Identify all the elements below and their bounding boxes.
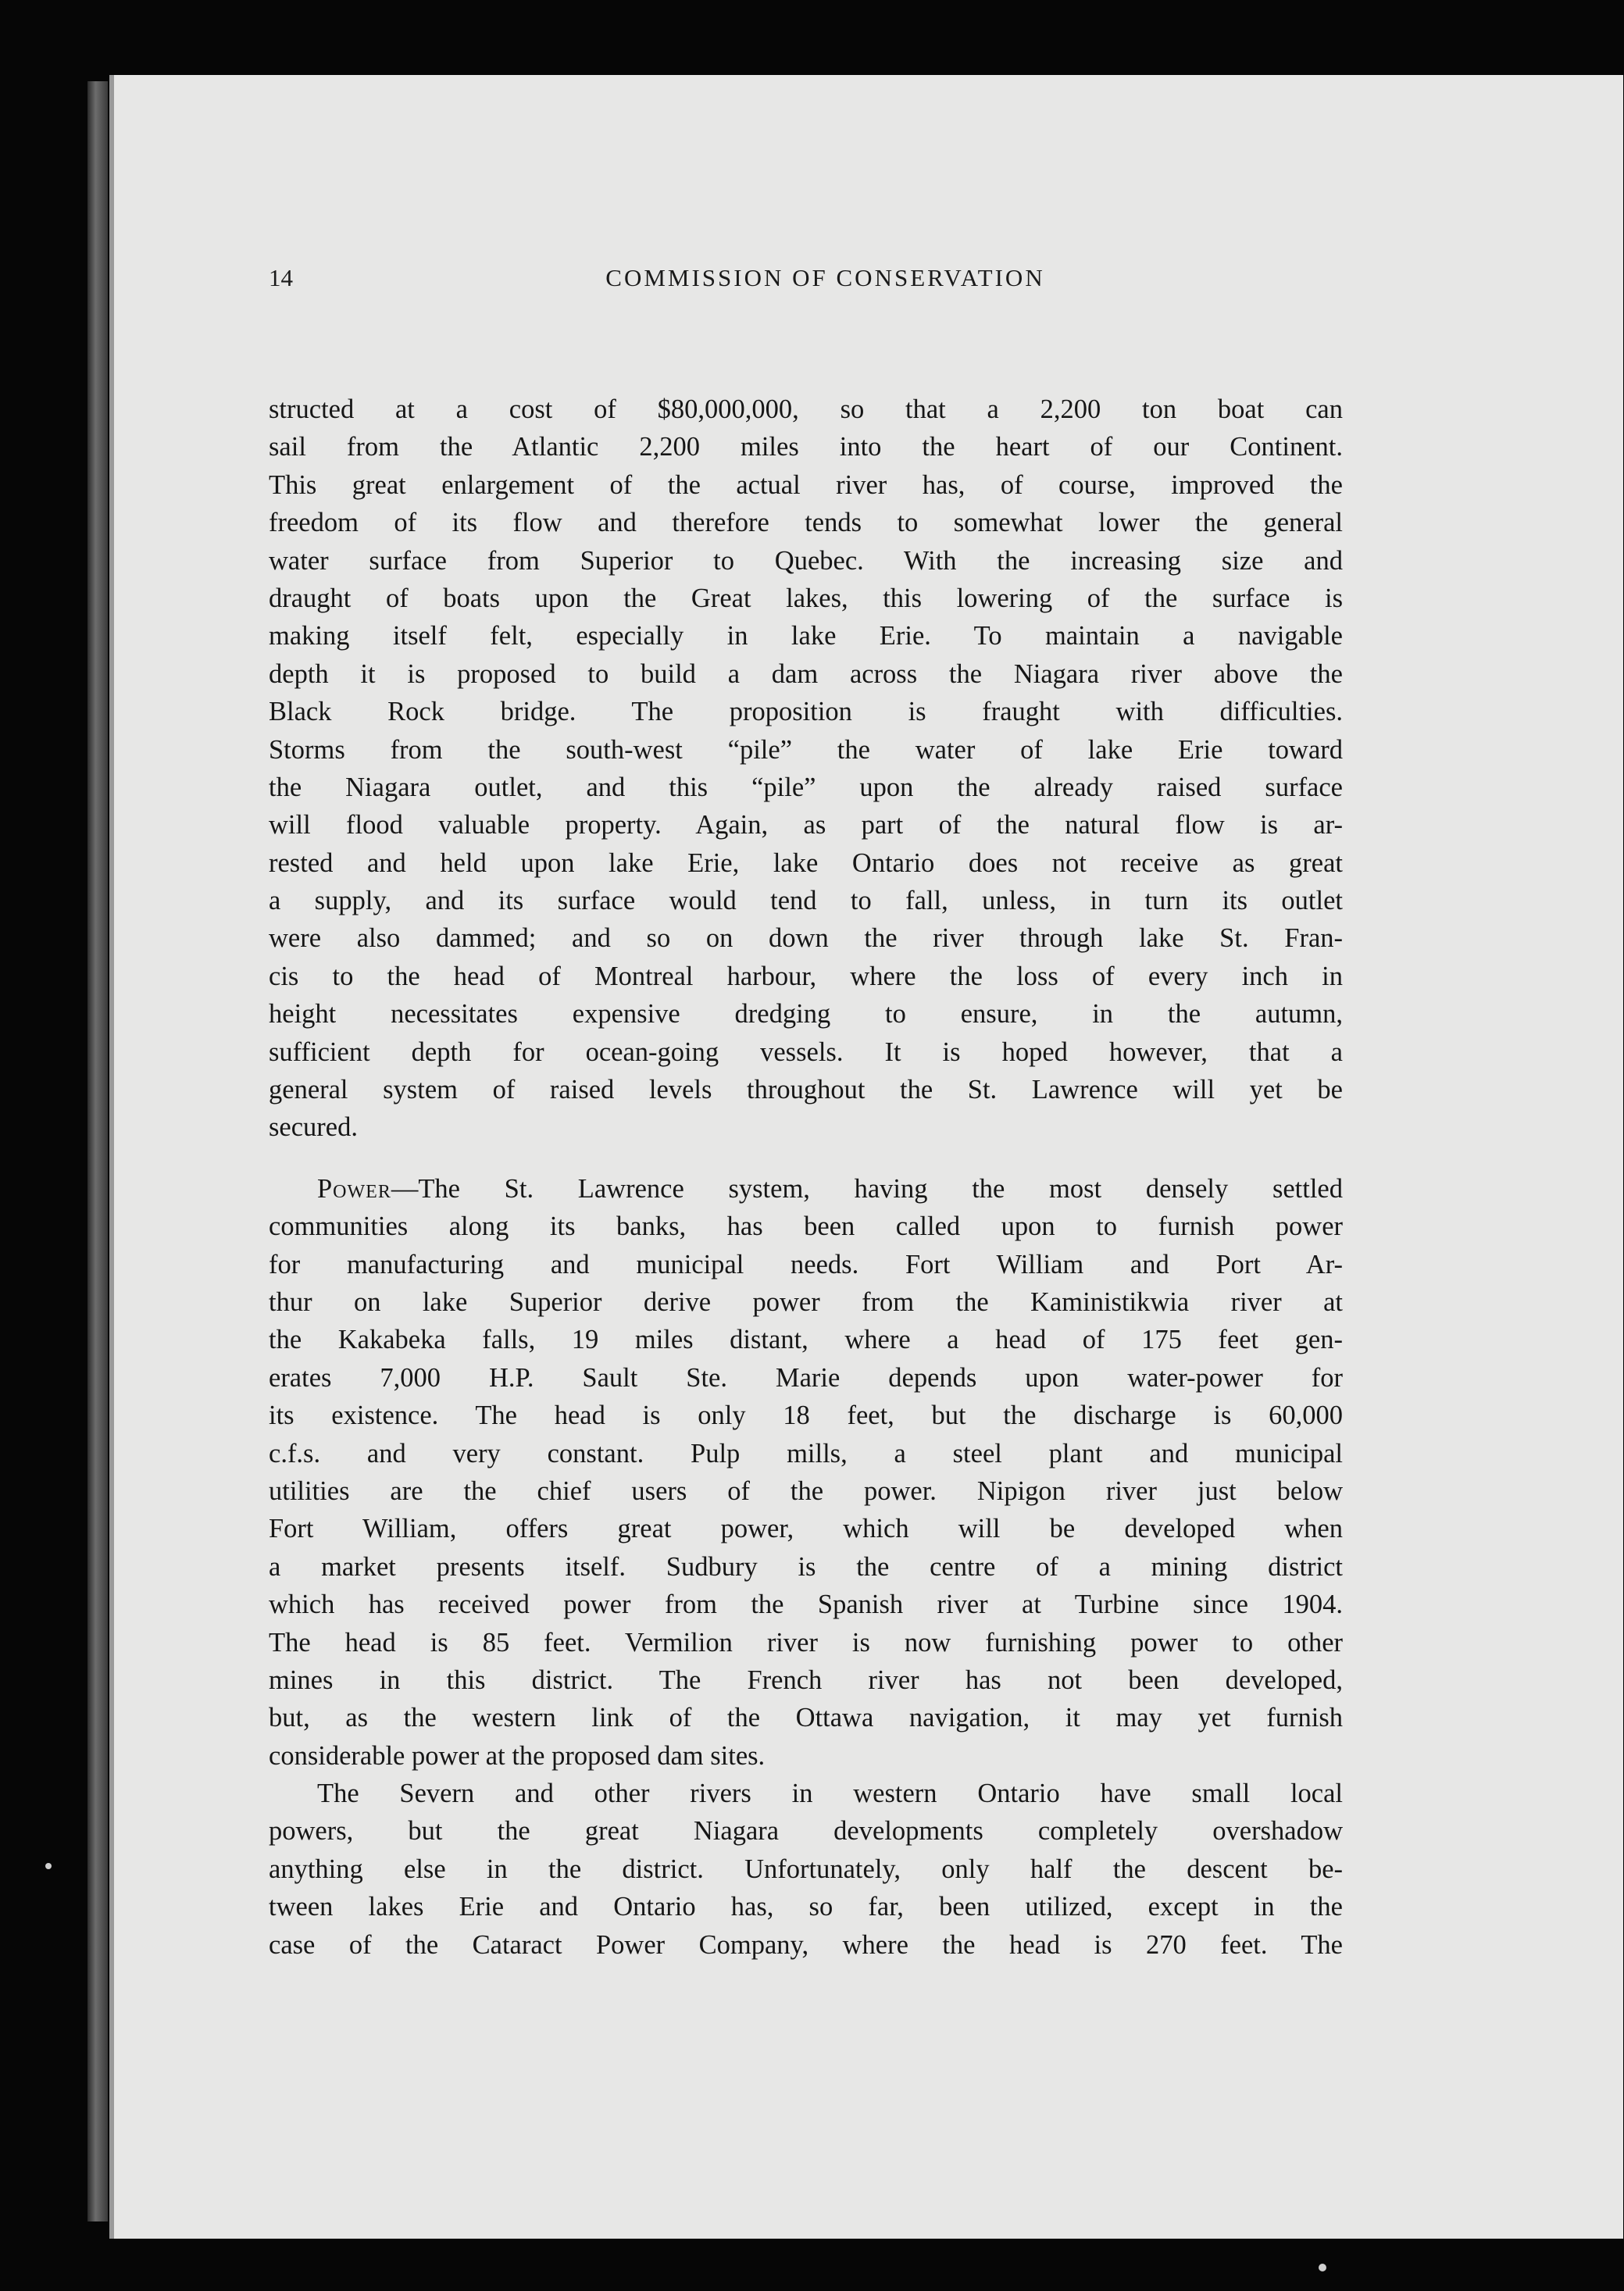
text-line: mines in this district. The French river has not been developed, bbox=[269, 1665, 1343, 1695]
text-line: will flood valuable property. Again, as part of the natural flow is ar- bbox=[269, 810, 1343, 840]
text-line: water surface from Superior to Quebec. With the increasing size and bbox=[269, 545, 1343, 576]
text-line: utilities are the chief users of the power. Nipigon river just below bbox=[269, 1476, 1343, 1506]
text-line: were also dammed; and so on down the river through lake St. Fran- bbox=[269, 923, 1343, 954]
page-number: 14 bbox=[269, 264, 293, 291]
text-line: structed at a cost of $80,000,000, so that a 2,200 ton boat can bbox=[269, 394, 1343, 424]
text-line: Black Rock bridge. The proposition is fraught with difficulties. bbox=[269, 697, 1343, 727]
scan-speck bbox=[45, 1863, 52, 1869]
text-line: secured. bbox=[269, 1112, 358, 1143]
body-text bbox=[269, 391, 1343, 1964]
paragraph-continuation bbox=[269, 391, 1343, 1147]
text-line: cis to the head of Montreal harbour, where the loss of every inch in bbox=[269, 961, 1343, 991]
text-line: rested and held upon lake Erie, lake Ontario does not receive as great bbox=[269, 848, 1343, 878]
text-line: freedom of its flow and therefore tends to somewhat lower the general bbox=[269, 508, 1343, 538]
text-line: for manufacturing and municipal needs. Fort William and Port Ar- bbox=[269, 1249, 1343, 1279]
text-line: This great enlargement of the actual river has, of course, improved the bbox=[269, 469, 1343, 500]
text-line: powers, but the great Niagara developments completely overshadow bbox=[269, 1816, 1343, 1847]
paragraph-severn bbox=[269, 1775, 1343, 1964]
text-line: case of the Cataract Power Company, where the head is 270 feet. The bbox=[269, 1929, 1343, 1960]
text-line: Storms from the south-west “pile” the water of lake Erie toward bbox=[269, 734, 1343, 765]
text-line: Fort William, offers great power, which will be developed when bbox=[269, 1514, 1343, 1544]
text-line: general system of raised levels throughout the St. Lawrence will yet be bbox=[269, 1075, 1343, 1105]
text-line: c.f.s. and very constant. Pulp mills, a steel plant and municipal bbox=[269, 1438, 1343, 1468]
text-line: its existence. The head is only 18 feet, but the discharge is 60,000 bbox=[269, 1401, 1343, 1431]
text-line: tween lakes Erie and Ontario has, so far, been utilized, except in the bbox=[269, 1892, 1343, 1922]
text-run: —The St. Lawrence system, having the most densely settled bbox=[391, 1173, 1343, 1204]
text-line: depth it is proposed to build a dam across the Niagara river above the bbox=[269, 658, 1343, 689]
text-line: sufficient depth for ocean-going vessels. It is hoped however, that a bbox=[269, 1037, 1343, 1067]
text-line: anything else in the district. Unfortunately, only half the descent be- bbox=[269, 1854, 1343, 1884]
text-line: height necessitates expensive dredging to ensure, in the autumn, bbox=[269, 999, 1343, 1030]
paragraph-power bbox=[269, 1170, 1343, 1775]
text-line: the Kakabeka falls, 19 miles distant, where a head of 175 feet gen- bbox=[269, 1325, 1343, 1355]
scan-speck bbox=[1319, 2264, 1326, 2271]
text-line: draught of boats upon the Great lakes, this lowering of the surface is bbox=[269, 583, 1343, 613]
text-line: communities along its banks, has been called upon to furnish power bbox=[269, 1212, 1343, 1242]
text-line: the Niagara outlet, and this “pile” upon the already raised surface bbox=[269, 772, 1343, 802]
text-line: The head is 85 feet. Vermilion river is now furnishing power to other bbox=[269, 1627, 1343, 1658]
text-line: a supply, and its surface would tend to fall, unless, in turn its outlet bbox=[269, 886, 1343, 916]
text-line: The Severn and other rivers in western Ontario have small local bbox=[317, 1779, 1343, 1809]
text-line: erates 7,000 H.P. Sault Ste. Marie depends upon water-power for bbox=[269, 1362, 1343, 1393]
text-line bbox=[269, 1170, 1343, 1208]
paragraph-spacer bbox=[269, 1147, 1343, 1170]
section-lead-power: Power bbox=[317, 1173, 391, 1204]
text-line: sail from the Atlantic 2,200 miles into the heart of our Continent. bbox=[269, 432, 1343, 462]
text-line: but, as the western link of the Ottawa navigation, it may yet furnish bbox=[269, 1703, 1343, 1733]
text-line: making itself felt, especially in lake Erie. To maintain a navigable bbox=[269, 621, 1343, 651]
running-title: COMMISSION OF CONSERVATION bbox=[605, 264, 1045, 291]
running-header bbox=[269, 255, 1358, 302]
text-line: thur on lake Superior derive power from the Kaministikwia river at bbox=[269, 1286, 1343, 1317]
text-line: considerable power at the proposed dam sites. bbox=[269, 1740, 766, 1771]
text-line: a market presents itself. Sudbury is the centre of a mining district bbox=[269, 1551, 1343, 1582]
text-line: which has received power from the Spanish river at Turbine since 1904. bbox=[269, 1590, 1343, 1620]
